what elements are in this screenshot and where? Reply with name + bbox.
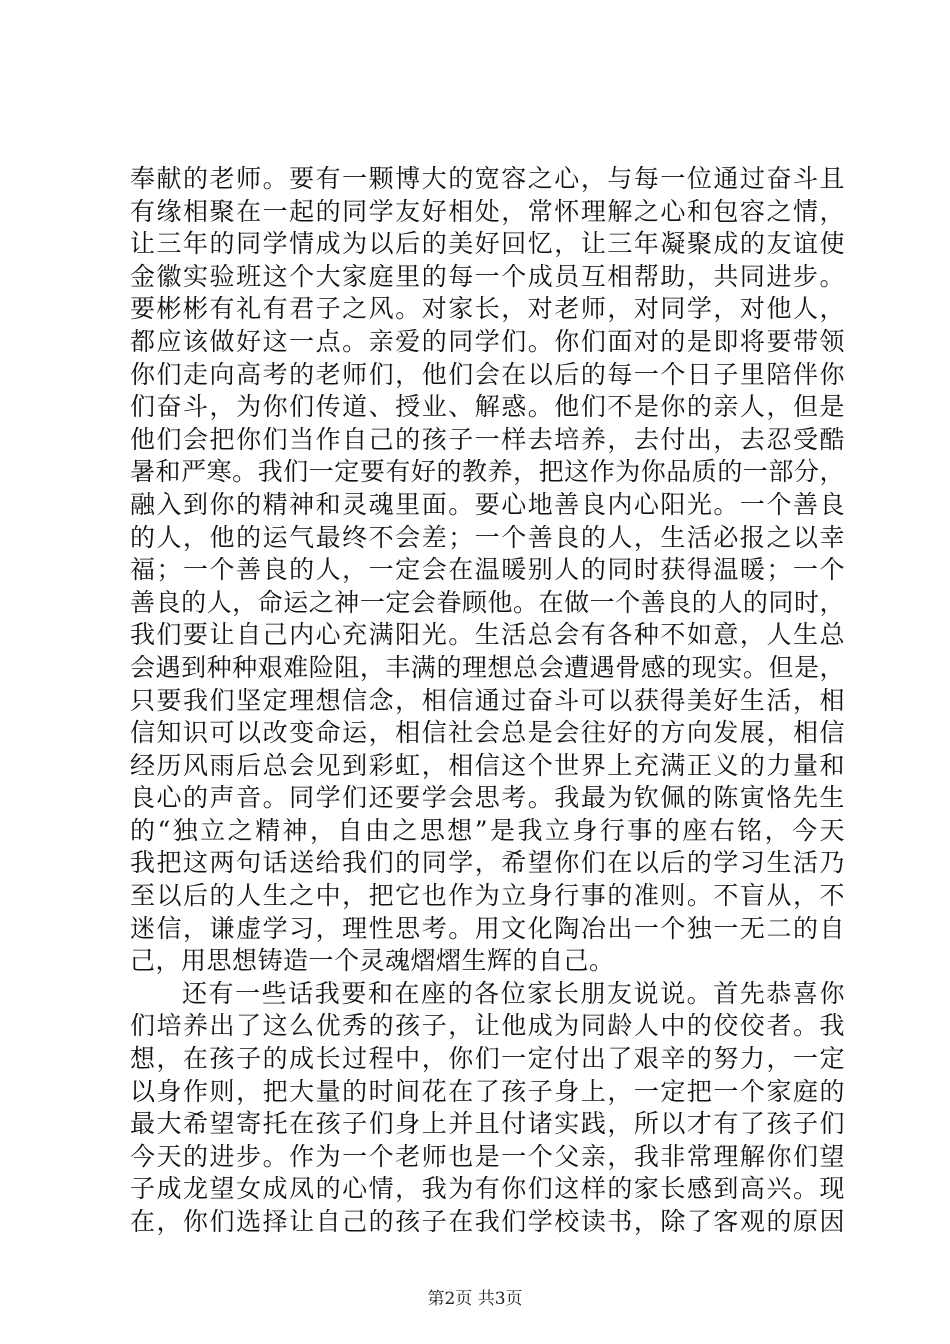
text-line: 信知识可以改变命运，相信社会总是会往好的方向发展，相信 xyxy=(130,718,845,748)
text-line: 们奋斗，为你们传道、授业、解惑。他们不是你的亲人，但是 xyxy=(130,392,845,422)
text-line: 金徽实验班这个大家庭里的每一个成员互相帮助，共同进步。 xyxy=(130,261,845,291)
text-line: 都应该做好这一点。亲爱的同学们。你们面对的是即将要带领 xyxy=(130,326,845,356)
paragraph xyxy=(130,163,845,978)
text-line: 让三年的同学情成为以后的美好回忆，让三年凝聚成的友谊使 xyxy=(130,229,845,259)
paragraph xyxy=(130,978,845,1239)
text-line: 要彬彬有礼有君子之风。对家长，对老师，对同学，对他人， xyxy=(130,294,845,324)
text-line: 还有一些话我要和在座的各位家长朋友说说。首先恭喜你 xyxy=(182,978,845,1008)
text-line: 奉献的老师。要有一颗博大的宽容之心，与每一位通过奋斗且 xyxy=(130,164,845,193)
text-line: 想，在孩子的成长过程中，你们一定付出了艰辛的努力，一定 xyxy=(130,1044,845,1074)
text-line: 他们会把你们当作自己的孩子一样去培养，去付出，去忍受酷 xyxy=(130,424,845,454)
text-line: 暑和严寒。我们一定要有好的教养，把这作为你品质的一部分， xyxy=(130,457,845,487)
document-body xyxy=(130,163,845,1239)
text-line: 我们要让自己内心充满阳光。生活总会有各种不如意，人生总 xyxy=(130,620,845,650)
text-line: 的人，他的运气最终不会差；一个善良的人，生活必报之以幸 xyxy=(130,522,845,552)
text-line: 在，你们选择让自己的孩子在我们学校读书，除了客观的原因 xyxy=(130,1207,845,1236)
text-line: 融入到你的精神和灵魂里面。要心地善良内心阳光。一个善良 xyxy=(130,489,845,519)
text-line: 有缘相聚在一起的同学友好相处，常怀理解之心和包容之情， xyxy=(130,196,845,226)
text-line: 迷信，谦虚学习，理性思考。用文化陶冶出一个独一无二的自 xyxy=(130,913,845,943)
text-line: 今天的进步。作为一个老师也是一个父亲，我非常理解你们望 xyxy=(130,1141,845,1171)
text-line: 善良的人，命运之神一定会眷顾他。在做一个善良的人的同时， xyxy=(130,587,845,617)
text-line: 己，用思想铸造一个灵魂熠熠生辉的自己。 xyxy=(130,946,615,976)
text-line: 经历风雨后总会见到彩虹，相信这个世界上充满正义的力量和 xyxy=(130,750,845,780)
text-line: 我把这两句话送给我们的同学，希望你们在以后的学习生活乃 xyxy=(130,848,845,878)
page-footer: 第2页 共3页 xyxy=(427,1289,523,1309)
text-line: 最大希望寄托在孩子们身上并且付诸实践，所以才有了孩子们 xyxy=(130,1109,845,1139)
text-line: 你们走向高考的老师们，他们会在以后的每一个日子里陪伴你 xyxy=(130,359,845,389)
text-line: 福；一个善良的人，一定会在温暖别人的同时获得温暖；一个 xyxy=(130,555,845,585)
text-line: 以身作则，把大量的时间花在了孩子身上，一定把一个家庭的 xyxy=(130,1076,845,1106)
text-line: 至以后的人生之中，把它也作为立身行事的准则。不盲从，不 xyxy=(130,881,845,911)
text-line: 的“独立之精神，自由之思想”是我立身行事的座右铭，今天 xyxy=(130,815,845,845)
text-line: 会遇到种种艰难险阻，丰满的理想总会遭遇骨感的现实。但是， xyxy=(130,652,845,682)
text-line: 们培养出了这么优秀的孩子，让他成为同龄人中的佼佼者。我 xyxy=(130,1011,845,1041)
text-line: 良心的声音。同学们还要学会思考。我最为钦佩的陈寅恪先生 xyxy=(130,783,845,813)
text-line: 子成龙望女成凤的心情，我为有你们这样的家长感到高兴。现 xyxy=(130,1174,845,1204)
text-line: 只要我们坚定理想信念，相信通过奋斗可以获得美好生活，相 xyxy=(130,685,845,715)
